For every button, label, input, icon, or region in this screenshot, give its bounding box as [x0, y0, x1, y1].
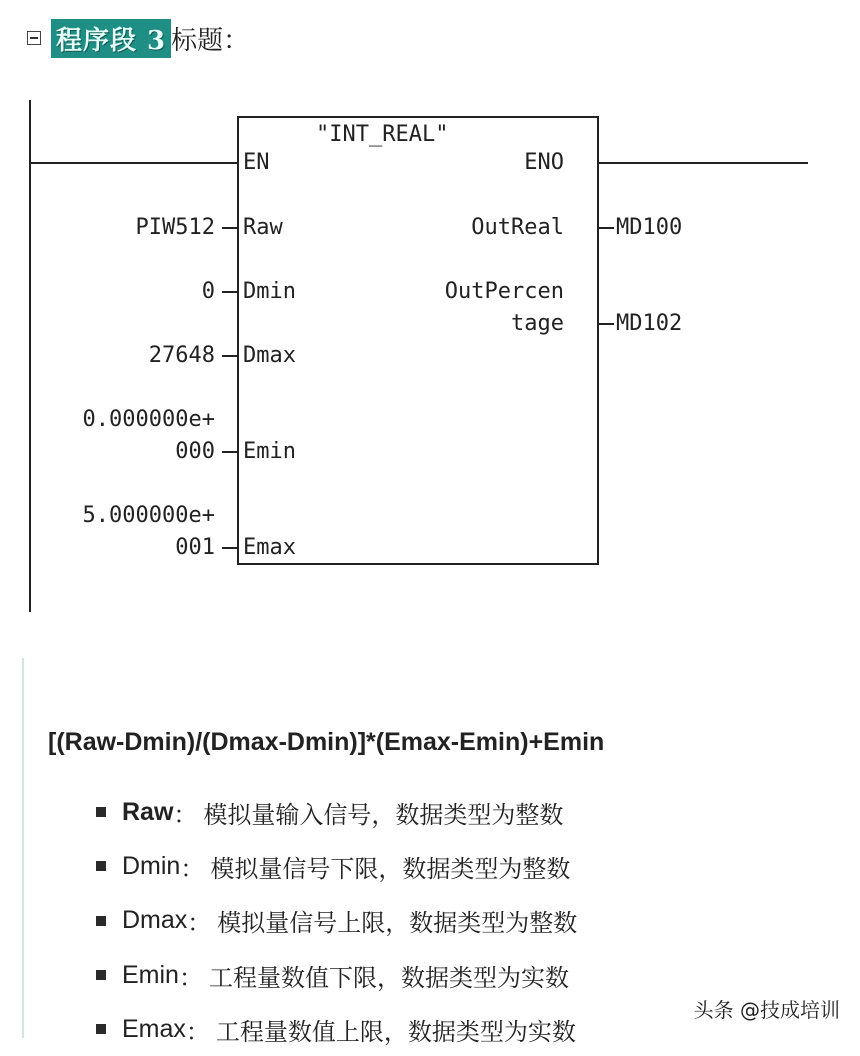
- list-item: [96, 1002, 577, 1056]
- bullet-icon: [96, 807, 106, 817]
- definition-desc: 模拟量信号下限，数据类型为整数: [210, 854, 571, 883]
- definition-term: Emin: [122, 960, 179, 989]
- operand-dmin[interactable]: 0: [201, 279, 215, 304]
- definition-term: Dmin: [122, 851, 181, 880]
- definition-separator: ：: [178, 963, 203, 992]
- operand-outpercentage[interactable]: MD102: [616, 311, 683, 336]
- pin-outpercentage-line2: tage: [511, 311, 564, 336]
- definition-separator: ：: [180, 854, 205, 883]
- definition-separator: ：: [185, 1017, 210, 1046]
- operand-dmax[interactable]: 27648: [148, 343, 215, 368]
- definition-separator: ：: [173, 800, 198, 829]
- definition-desc: 模拟量输入信号，数据类型为整数: [203, 800, 564, 829]
- network-label[interactable]: 程序段 3: [51, 19, 171, 58]
- collapse-toggle-icon[interactable]: [27, 31, 41, 45]
- watermark: 头条 @技成培训: [693, 998, 840, 1022]
- operand-emax-line1[interactable]: 5.000000e+: [82, 503, 215, 528]
- ladder-diagram: [0, 90, 860, 625]
- bullet-icon: [96, 1024, 106, 1034]
- definition-separator: ：: [187, 909, 212, 938]
- operand-emax-line2[interactable]: 001: [175, 535, 215, 560]
- network-title[interactable]: 标题：: [171, 25, 250, 56]
- bullet-icon: [96, 861, 106, 871]
- pin-en: EN: [243, 150, 270, 175]
- pin-emin: Emin: [243, 439, 296, 464]
- definition-term: Raw: [122, 797, 174, 826]
- network-header: [27, 18, 249, 58]
- definition-term: Dmax: [122, 906, 188, 935]
- operand-emin-line1[interactable]: 0.000000e+: [82, 407, 215, 432]
- bullet-icon: [96, 916, 106, 926]
- block-name: "INT_REAL": [316, 122, 449, 147]
- pin-raw: Raw: [243, 215, 283, 240]
- definition-desc: 工程量数值下限，数据类型为实数: [208, 963, 569, 992]
- pin-outpercentage-line1: OutPercen: [444, 279, 564, 304]
- bullet-icon: [96, 970, 106, 980]
- operand-emin-line2[interactable]: 000: [175, 439, 215, 464]
- definition-desc: 工程量数值上限，数据类型为实数: [215, 1017, 576, 1046]
- operand-outreal[interactable]: MD100: [616, 215, 683, 240]
- definition-term: Emax: [122, 1014, 186, 1043]
- scaling-formula: [(Raw-Dmin)/(Dmax-Dmin)]*(Emax-Emin)+Emin: [48, 728, 605, 756]
- pin-outreal: OutReal: [471, 215, 564, 240]
- list-item: [96, 948, 577, 1002]
- pin-emax: Emax: [243, 535, 296, 560]
- pin-dmax: Dmax: [243, 343, 296, 368]
- list-item: [96, 839, 577, 893]
- pin-eno: ENO: [524, 150, 564, 175]
- ladder-lines: [0, 90, 860, 625]
- list-item: [96, 785, 577, 839]
- function-block: [238, 117, 598, 564]
- operand-raw[interactable]: PIW512: [135, 215, 215, 240]
- list-item: [96, 894, 577, 948]
- definition-desc: 模拟量信号上限，数据类型为整数: [217, 909, 578, 938]
- parameter-definitions: [96, 785, 577, 1056]
- formula-note: [22, 658, 844, 1046]
- pin-dmin: Dmin: [243, 279, 296, 304]
